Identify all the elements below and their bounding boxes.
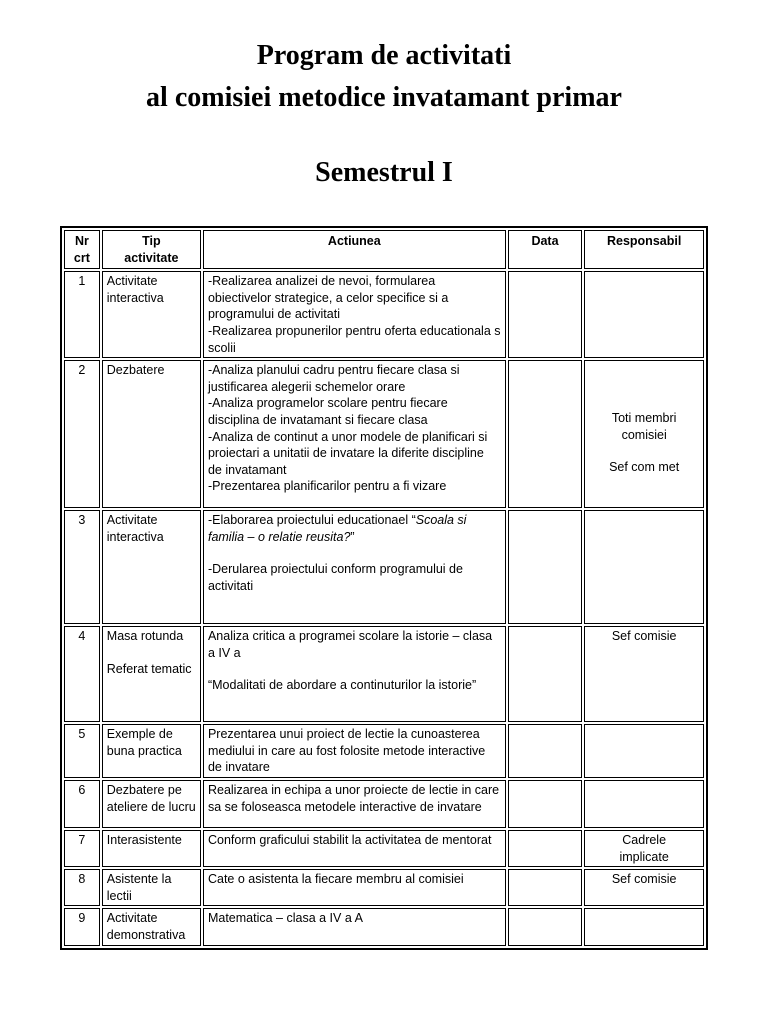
row-number: 1 bbox=[64, 271, 100, 358]
activity-responsible: Toti membri comisiei Sef com met bbox=[584, 360, 704, 508]
activity-action: Analiza critica a programei scolare la istorie – clasa a IV a “Modalitati de abordare a continuturilor la istorie” bbox=[203, 626, 506, 722]
activity-action: -Realizarea analizei de nevoi, formularea obiectivelor strategice, a celor specifice si a programului de activitati -Realizarea propunerilor pentru oferta educationala s scolii bbox=[203, 271, 506, 358]
activity-date bbox=[508, 360, 583, 508]
row-number: 4 bbox=[64, 626, 100, 722]
activity-responsible bbox=[584, 724, 704, 778]
activity-type: Masa rotunda Referat tematic bbox=[102, 626, 201, 722]
activity-date bbox=[508, 908, 583, 945]
activity-date bbox=[508, 869, 583, 906]
activity-type: Dezbatere pe ateliere de lucru bbox=[102, 780, 201, 828]
activity-action: Matematica – clasa a IV a A bbox=[203, 908, 506, 945]
header-responsabil: Responsabil bbox=[584, 230, 704, 269]
activity-date bbox=[508, 626, 583, 722]
activity-type: Activitate demonstrativa bbox=[102, 908, 201, 945]
activity-responsible: Sef comisie bbox=[584, 626, 704, 722]
activities-table bbox=[60, 226, 708, 950]
activity-date bbox=[508, 830, 583, 867]
activity-responsible bbox=[584, 780, 704, 828]
activity-action: Conform graficului stabilit la activitatea de mentorat bbox=[203, 830, 506, 867]
activity-responsible: Sef comisie bbox=[584, 869, 704, 906]
table-row bbox=[64, 360, 704, 508]
activity-responsible bbox=[584, 510, 704, 624]
activity-action: -Analiza planului cadru pentru fiecare clasa si justificarea alegerii schemelor orare -Analiza programelor scolare pentru fiecare disciplina de invatamant si fiecare clasa -Analiza de continut a unor modele de planificari si proiectari a unitatii de invatare la diferite discipline de invatamant -Prezentarea planificarilor pentru a fi vizare bbox=[203, 360, 506, 508]
activity-type: Asistente la lectii bbox=[102, 869, 201, 906]
semester-heading: Semestrul I bbox=[315, 157, 453, 188]
activity-date bbox=[508, 780, 583, 828]
activity-type: Activitate interactiva bbox=[102, 271, 201, 358]
header-actiunea: Actiunea bbox=[203, 230, 506, 269]
activity-action: -Elaborarea proiectului educationael “Scoala si familia – o relatie reusita?” -Derularea proiectului conform programului de activitati bbox=[203, 510, 506, 624]
row-number: 3 bbox=[64, 510, 100, 624]
table-row bbox=[64, 271, 704, 358]
header-tip-activitate: Tip activitate bbox=[102, 230, 201, 269]
table-row bbox=[64, 724, 704, 778]
activity-type: Activitate interactiva bbox=[102, 510, 201, 624]
document-title-line1: Program de activitati bbox=[256, 40, 512, 71]
table-row bbox=[64, 780, 704, 828]
activity-type: Exemple de buna practica bbox=[102, 724, 201, 778]
row-number: 5 bbox=[64, 724, 100, 778]
row-number: 9 bbox=[64, 908, 100, 945]
activity-action: Cate o asistenta la fiecare membru al comisiei bbox=[203, 869, 506, 906]
activity-responsible bbox=[584, 271, 704, 358]
table-header-row bbox=[64, 230, 704, 269]
row-number: 2 bbox=[64, 360, 100, 508]
row-number: 6 bbox=[64, 780, 100, 828]
activity-date bbox=[508, 271, 583, 358]
document-title-line2: al comisiei metodice invatamant primar bbox=[146, 82, 622, 113]
activity-action: Prezentarea unui proiect de lectie la cunoasterea mediului in care au fost folosite metode interactive de invatare bbox=[203, 724, 506, 778]
header-nr-crt: Nr crt bbox=[64, 230, 100, 269]
activity-date bbox=[508, 724, 583, 778]
table-row bbox=[64, 908, 704, 945]
activity-responsible: Cadrele implicate bbox=[584, 830, 704, 867]
activity-date bbox=[508, 510, 583, 624]
activity-responsible bbox=[584, 908, 704, 945]
activity-type: Dezbatere bbox=[102, 360, 201, 508]
table-row bbox=[64, 869, 704, 906]
table-row bbox=[64, 626, 704, 722]
activity-action: Realizarea in echipa a unor proiecte de lectie in care sa se foloseasca metodele interactive de invatare bbox=[203, 780, 506, 828]
table-row bbox=[64, 830, 704, 867]
row-number: 8 bbox=[64, 869, 100, 906]
row-number: 7 bbox=[64, 830, 100, 867]
header-data: Data bbox=[508, 230, 583, 269]
activity-type: Interasistente bbox=[102, 830, 201, 867]
table-row bbox=[64, 510, 704, 624]
